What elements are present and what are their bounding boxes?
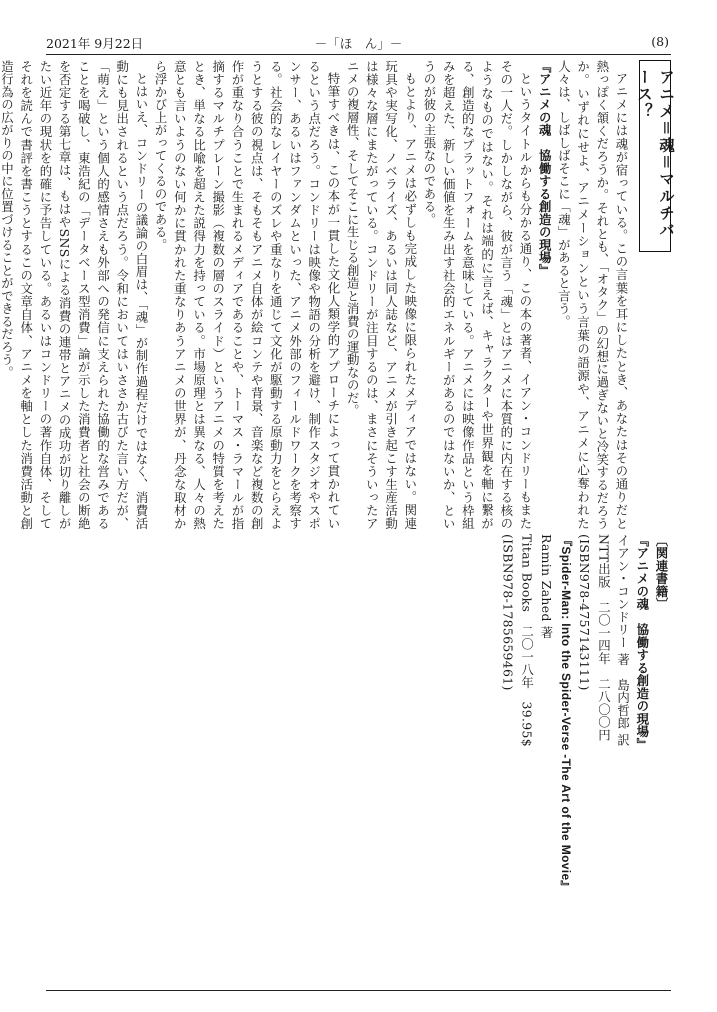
band2_refs-paragraph: 『アニメの魂 協働する創造の現場』 [634, 534, 650, 751]
band2_refs-paragraph: (ISBN978-4757143111) [577, 534, 593, 691]
footer-rule [46, 990, 671, 991]
article-upper-band [0, 60, 675, 530]
band1-paragraph: とはいえ、コンドリーの議論の白眉は、「魂」が制作過程だけではなく、消費活動にも見出されるという点だろう。令和においてはいささか古びた言い方だが、「萌え」という個人的感情さえも外部への発信に支えられた協働的な営みであることを喝破し、東浩紀の「データベース型消費」論が示した消費者と社会の断絶を否定する第七章は、もはやSNSによる消費の連帯とアニメの成功が切り離しがたい近年の現状を的確に予告している。あるいはコンドリーの著作自体、そしてそれを読んで書評を書こうとするこの文章自体、アニメを軸とした消費活動と創造行為の広がりの中に位置づけることができるだろう。 [0, 60, 149, 530]
header-title: －「ほ ん」－ [314, 36, 403, 51]
headline-box [635, 60, 675, 252]
band2_refs-paragraph: Titan Books 二〇一八年 39.95$ [519, 534, 535, 747]
band1-paragraph: 『アニメの魂 協働する創造の現場』 [537, 60, 553, 277]
band2_refs-paragraph: 『Spider-Man: Into the Spider-Verse -The Art of the Movie』 [558, 534, 573, 893]
band2_refs-paragraph: 〔関連書籍〕 [654, 534, 669, 611]
band1-paragraph: 特筆すべきは、この本が一貫した文化人類学的アプローチによって貫かれているという点だろう。コンドリーは映像や物語の分析を避け、制作スタジオやスポンサー、あるいはファンダムといった、アニメ外部のフィールドワークを考察する。社会的なレイヤーのズレや重なりを通じて文化が駆動する原動力をとらえようとする彼の視点は、そもそもアニメ自体が絵コンテや背景、音楽など複数の創作が重なり合うことで生まれるメディアであることや、トーマス・ラマールが指摘するマルチプレーン撮影（複数の層のスライド）というアニメの特質を考えたとき、単なる比喩を超えた説得力を持っている。市場原理とは異なる、人々の熱意とも言いようのない何かに貫かれた重なりあうアニメの世界が、丹念な取材から浮かび上がってくるのである。 [153, 60, 341, 530]
article-upper-text [0, 60, 631, 530]
band1-paragraph: もとより、アニメは必ずしも完成した映像に限られたメディアではない。関連玩具や実写化、ノベライズ、あるいは同人誌など、アニメが引き起こす生産活動は様々な層にまたがっている。コンドリーが注目するのは、まさにそういったアニメの複層性、そしてそこに生じる創造と消費の運動なのだ。 [345, 60, 418, 530]
article-lower-text [46, 534, 671, 986]
band2_refs-paragraph: (ISBN978-1785659461) [500, 534, 516, 691]
band2_refs-paragraph: Ramin Zahed 著 [538, 534, 554, 639]
headline: アニメ＝魂＝マルチバース？ [635, 69, 675, 240]
band2_refs-paragraph: NTT出版 二〇一四年 二八〇〇円 [596, 534, 612, 742]
band1-paragraph: アニメには魂が宿っている。この言葉を耳にしたとき、あなたはその通りだと熱っぽく頷くだろうか。それとも、「オタク」の幻想に過ぎないと冷笑するだろうか。いずれにせよ、アニメーションという言葉の語源や、アニメに心奪われた人々は、しばしばそこに「魂」があると言う。 [556, 60, 629, 530]
band1-paragraph: というタイトルからも分かる通り、この本の著者、イアン・コンドリーもまたその一人だ。しかしながら、彼が言う「魂」とはアニメに本質的に内在する核のようなものではない。それは端的に言えば、キャラクターや世界観を軸に繋がる、創造的なプラットフォームを意味している。アニメには映像作品という枠組みを超えた、新しい価値を生み出す社会的エネルギーがあるのではないか、というのが彼の主張なのである。 [421, 60, 533, 530]
header-page-number: (8) [651, 34, 669, 49]
header-date: 2021年 9月22日 [46, 36, 144, 51]
band2_refs-paragraph: イアン・コンドリー 著 島内哲郎 訳 [615, 534, 631, 747]
header-rule [46, 54, 671, 55]
article-lower-band [46, 534, 671, 986]
